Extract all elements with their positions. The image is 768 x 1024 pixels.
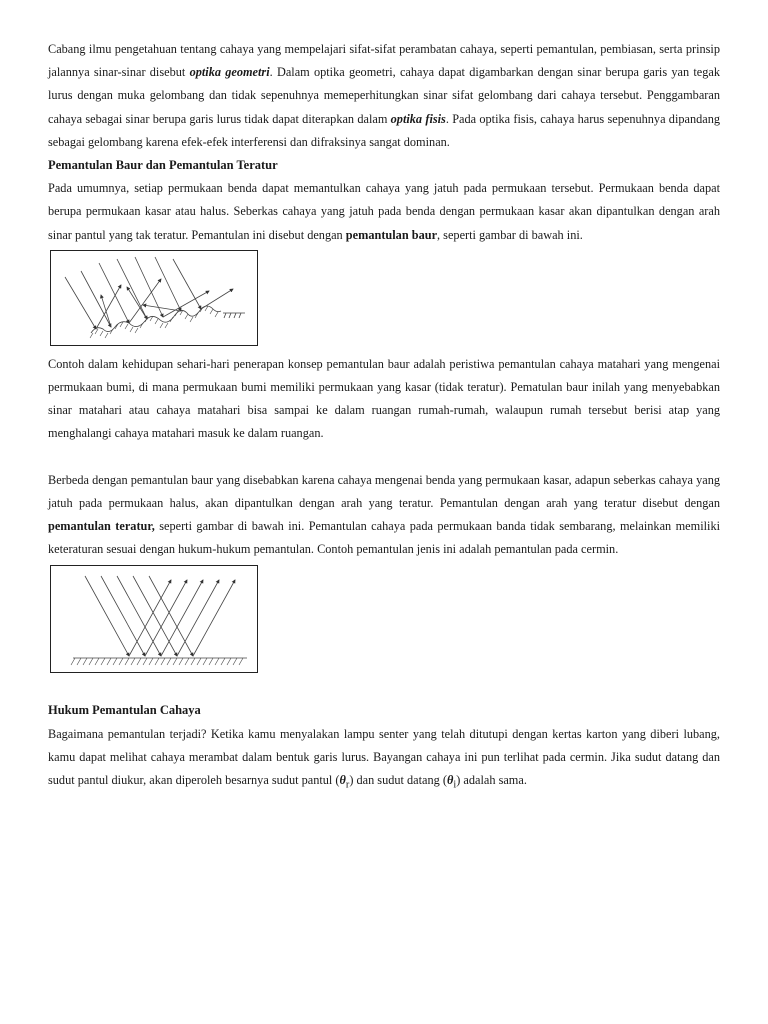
theta-i-symbol: θ [446, 773, 454, 788]
regular-reflection-diagram [51, 566, 257, 672]
paragraph-contoh-pemantulan-baur: Contoh dalam kehidupan sehari-hari penerapan konsep pemantulan baur adalah peristiwa pemantulan cahaya matahari yang mengenai permukaan bumi, di mana permukaan bumi memiliki permukaan yang kasar (tidak teratur). Pematulan baur inilah yang menyebabkan sinar matahari atau cahaya matahari bisa sampai ke dalam ruangan rumah-rumah, walaupun rumah tersebut berisi atap yang menghalangi cahaya matahari masuk ke dalam ruangan. [48, 356, 720, 441]
term-pemantulan-baur: pemantulan baur [345, 227, 438, 242]
diffuse-reflection-diagram [51, 251, 257, 345]
document-page [48, 38, 720, 797]
heading-hukum-pemantulan: Hukum Pemantulan Cahaya [48, 703, 201, 718]
term-pemantulan-teratur: pemantulan teratur, [48, 519, 155, 534]
term-optika-geometri: optika geometri [189, 65, 270, 80]
paragraph-pemantulan-baur: Pada umumnya, setiap permukaan benda dapat memantulkan cahaya yang jatuh pada permukaan tersebut. Permukaan benda dapat berupa permukaan kasar atau halus. Seberkas cahaya yang jatuh pada benda dengan permukaan kasar akan dipantulkan dengan arah sinar pantul yang tak teratur. Pemantulan ini disebut dengan pemantulan baur, seperti gambar di bawah ini. [48, 181, 720, 242]
term-optika-fisis: optika fisis [390, 111, 446, 126]
paragraph-pemantulan-teratur: Berbeda dengan pemantulan baur yang disebabkan karena cahaya mengenai benda yang permukaan kasar, adapun seberkas cahaya yang jatuh pada permukaan halus, akan dipantulkan dengan arah yang teratur. Pemantulan dengan arah yang teratur disebut dengan pemantulan teratur, seperti gambar di bawah ini. Pemantulan cahaya pada permukaan banda tidak sembarang, melainkan memiliki keteraturan sesuai dengan hukum-hukum pemantulan. Contoh pemantulan jenis ini adalah pemantulan pada cermin. [48, 472, 721, 557]
paragraph-optika-geometri: Cabang ilmu pengetahuan tentang cahaya yang mempelajari sifat-sifat perambatan cahaya, seperti pemantulan, pembiasan, serta prinsip jalannya sinar-sinar disebut optika geometri. Dalam optika geometri, cahaya dapat digambarkan dengan sinar berupa garis yan tegak lurus dengan muka gelombang dan tidak sepenuhnya memeperhitungkan sinar sifat gelombang dari cahaya tersebut. Penggambaran cahaya sebagai sinar berupa garis lurus tidak dapat diterapkan dalam optika fisis. Pada optika fisis, cahaya harus sepenuhnya dipandang sebagai gelombang karena efek-efek interferensi dan difraksinya sangat dominan. [48, 42, 721, 149]
diffuse-reflection-figure [50, 250, 258, 346]
mirror-hatching [71, 658, 243, 665]
paragraph-hukum-pemantulan: Bagaimana pemantulan terjadi? Ketika kamu menyalakan lampu senter yang telah ditutupi dengan kertas karton yang diberi lubang, kamu dapat melihat cahaya merambat dalam bentuk garis lurus. Bayangan cahaya ini pun terlihat pada cermin. Jika sudut datang dan sudut pantul diukur, akan diperoleh besarnya sudut pantul $(\theta_r)$ dan sudut datang $(\theta_i)$ adalah sama. [48, 726, 720, 791]
surface-end-mark [223, 313, 245, 318]
theta-r-symbol: θ [339, 773, 346, 788]
regular-reflection-figure [50, 565, 258, 673]
heading-pemantulan-baur-teratur: Pemantulan Baur dan Pemantulan Teratur [48, 158, 278, 173]
